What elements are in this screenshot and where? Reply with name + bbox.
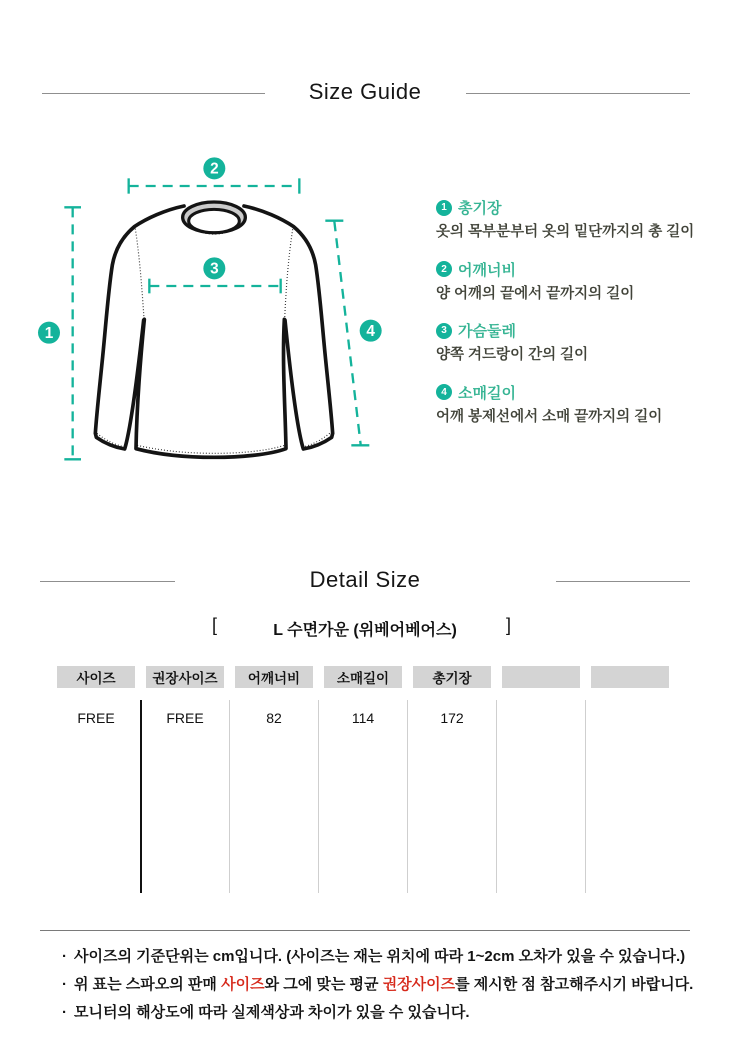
table-divider <box>407 700 408 893</box>
legend-description: 양쪽 겨드랑이 간의 길이 <box>436 347 589 364</box>
measure-line-sleeve <box>334 221 360 444</box>
legend-description: 옷의 목부분부터 옷의 밑단까지의 총 길이 <box>436 224 695 240</box>
note-text: 와 그에 맞는 평균 <box>264 976 383 993</box>
note-monitor-color <box>62 999 702 1027</box>
note-text: 사이즈의 기준단위는 cm입니다. (사이즈는 재는 위치에 따라 1~2cm 오차가 있을 수 있습니다.) <box>74 948 686 965</box>
size-guide-title: Size Guide <box>308 79 422 104</box>
note-text: 를 제시한 점 참고해주시기 바랍니다. <box>455 976 694 993</box>
collar-opening <box>189 209 240 232</box>
legend-title-text: 어깨너비 <box>458 261 516 279</box>
column-header-empty <box>502 666 580 688</box>
note-text: 모니터의 해상도에 따라 실제색상과 차이가 있을 수 있습니다. <box>74 1004 470 1021</box>
legend-number-badge: 1 <box>436 200 452 216</box>
legend-item-sleeve-length <box>436 382 728 428</box>
legend-title-text: 가슴둘레 <box>458 323 516 341</box>
bracket-open: [ <box>212 615 218 635</box>
note-text: 위 표는 스파오의 판매 <box>74 976 222 993</box>
table-divider <box>585 700 586 893</box>
table-divider <box>318 700 319 893</box>
column-header-size: 사이즈 <box>57 666 135 688</box>
marker-2-number: 2 <box>210 160 219 178</box>
detail-size-title: Detail Size <box>309 567 421 592</box>
cell-size: FREE <box>77 710 115 726</box>
table-divider <box>229 700 230 893</box>
marker-3-number: 3 <box>210 260 219 278</box>
column-header-recommended-size: 권장사이즈 <box>146 666 224 688</box>
detail-rule-right <box>556 581 690 582</box>
cell-total-length: 172 <box>440 710 464 726</box>
notes-divider <box>40 930 690 931</box>
cell-recommended-size: FREE <box>166 710 204 726</box>
note-size-reference <box>62 971 702 999</box>
legend-title-text: 소매길이 <box>458 384 516 402</box>
bracket-close: ] <box>506 615 512 635</box>
shirt-measurement-diagram <box>30 150 430 490</box>
legend-number-badge: 4 <box>436 384 452 400</box>
marker-1-number: 1 <box>44 325 54 342</box>
bullet: · <box>62 976 67 993</box>
column-header-total-length: 총기장 <box>413 666 491 688</box>
column-header-empty <box>591 666 669 688</box>
legend-item-chest <box>436 320 728 366</box>
product-name: L 수면가운 (위베어베어스) <box>273 622 457 639</box>
notes-block <box>62 943 702 1027</box>
title-rule-right <box>466 93 690 94</box>
legend-item-total-length <box>436 197 728 243</box>
note-text-highlight-size: 사이즈 <box>221 976 265 993</box>
legend-description: 어깨 봉제선에서 소매 끝까지의 길이 <box>436 408 663 425</box>
detail-rule-left <box>40 581 175 582</box>
product-name-line <box>0 615 730 641</box>
marker-4-number: 4 <box>366 323 375 340</box>
shirt-outline <box>95 206 332 457</box>
legend-title-text: 총기장 <box>458 200 502 217</box>
bullet: · <box>62 948 67 965</box>
cell-sleeve-length: 114 <box>351 710 375 726</box>
size-table-header-row <box>57 666 669 688</box>
legend-number-badge: 2 <box>436 261 452 277</box>
table-divider <box>140 700 142 893</box>
legend-description: 양 어깨의 끝에서 끝까지의 길이 <box>436 285 635 302</box>
cell-empty <box>591 700 669 726</box>
note-unit <box>62 943 702 971</box>
column-header-shoulder-width: 어깨너비 <box>235 666 313 688</box>
cell-empty <box>502 700 580 726</box>
table-divider <box>496 700 497 893</box>
bullet: · <box>62 1004 67 1021</box>
note-text-highlight-recommended-size: 권장사이즈 <box>382 976 456 993</box>
cell-shoulder-width: 82 <box>266 710 282 726</box>
legend-item-shoulder-width <box>436 259 728 305</box>
legend-number-badge: 3 <box>436 323 452 339</box>
measurement-legend <box>436 197 728 443</box>
size-table-value-row <box>57 700 669 726</box>
title-rule-left <box>42 93 265 94</box>
column-header-sleeve-length: 소매길이 <box>324 666 402 688</box>
